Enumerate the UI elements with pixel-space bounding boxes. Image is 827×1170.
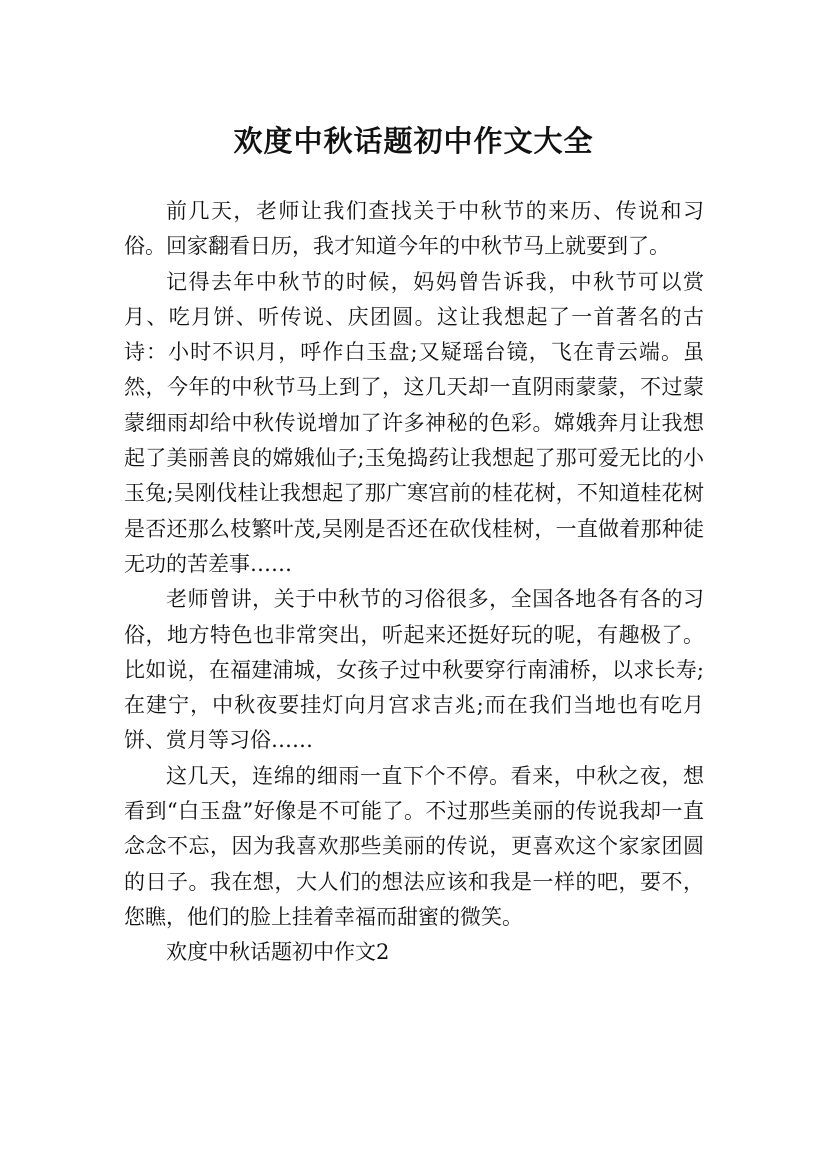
document-body [124,194,704,971]
paragraph-4: 这几天，连绵的细雨一直下个不停。看来，中秋之夜，想看到“白玉盘”好像是不可能了。不过那些美丽的传说我却一直念念不忘，因为我喜欢那些美丽的传说，更喜欢这个家家团圆的日子。我在想，大人们的想法应该和我是一样的吧，要不，您瞧，他们的脸上挂着幸福而甜蜜的微笑。 [124,763,704,929]
document-title: 欢度中秋话题初中作文大全 [233,124,594,159]
paragraph-3: 老师曾讲，关于中秋节的习俗很多，全国各地各有各的习俗，地方特色也非常突出，听起来还挺好玩的呢，有趣极了。比如说，在福建浦城，女孩子过中秋要穿行南浦桥，以求长寿;在建宁，中秋夜要挂灯向月宫求吉兆;而在我们当地也有吃月饼、赏月等习俗…… [124,587,704,753]
paragraph-2: 记得去年中秋节的时候，妈妈曾告诉我，中秋节可以赏月、吃月饼、听传说、庆团圆。这让我想起了一首著名的古诗：小时不识月，呼作白玉盘;又疑瑶台镜，飞在青云端。虽然，今年的中秋节马上到了，这几天却一直阴雨蒙蒙，不过蒙蒙细雨却给中秋传说增加了许多神秘的色彩。嫦娥奔月让我想起了美丽善良的嫦娥仙子;玉兔捣药让我想起了那可爱无比的小玉兔;吴刚伐桂让我想起了那广寒宫前的桂花树，不知道桂花树是否还那么枝繁叶茂,吴刚是否还在砍伐桂树，一直做着那种徒无功的苦差事…… [124,269,704,576]
section-heading: 欢度中秋话题初中作文2 [166,940,390,965]
paragraph-1: 前几天，老师让我们查找关于中秋节的来历、传说和习俗。回家翻看日历，我才知道今年的中秋节马上就要到了。 [124,199,704,259]
